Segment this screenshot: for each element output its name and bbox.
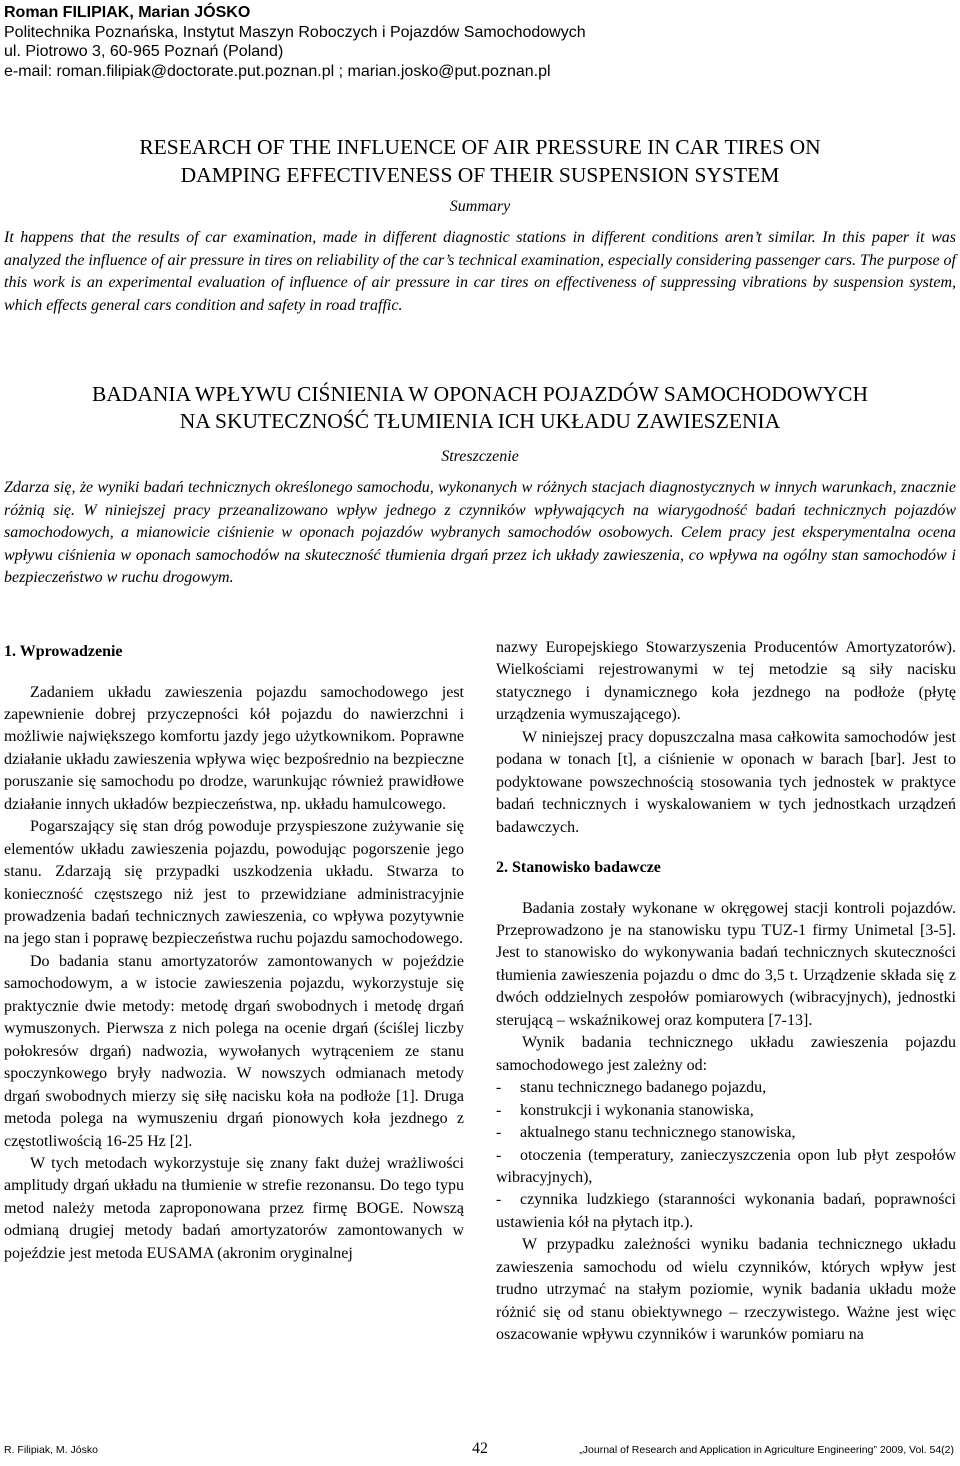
paragraph: Pogarszający się stan dróg powoduje przyspieszone zużywanie się elementów układu zawieszenia pojazdu, powodując pogorszenie jego stanu. Zdarzają się przypadki uszkodzenia układu. Stwarza to konieczność częstszego niż jest to przewidziane administracyjnie prowadzenia badań technicznych zawieszenia, co wpływa pozytywnie na jego stan i poprawę bezpieczeństwa ruchu pojazdu samochodowego. (4, 818, 464, 948)
page-number: 42 (472, 1440, 488, 1457)
list-item: - czynnika ludzkiego (staranności wykonania badań, poprawności ustawienia kół na płytach itp.). (496, 1191, 956, 1231)
list-item: - aktualnego stanu technicznego stanowiska, (496, 1124, 796, 1142)
paragraph: Zadaniem układu zawieszenia pojazdu samochodowego jest zapewnienie dobrej przyczepności kół pojazdu do nawierzchni i możliwie największego komfortu jazdy jego użytkownikom. Poprawne działanie układu zawieszenia wpływa więc bezpośrednio na bezpieczne poruszanie się samochodu po drodze, warunkując również prawidłowe działanie innych układów bezpieczeństwa, np. układu hamulcowego. (4, 683, 464, 813)
authors: Roman FILIPIAK, Marian JÓSKO (4, 4, 251, 21)
streszczenie-heading: Streszczenie (441, 448, 519, 465)
polish-title-line-2: NA SKUTECZNOŚĆ TŁUMIENIA ICH UKŁADU ZAWIESZENIA (179, 409, 781, 433)
polish-title (0, 381, 960, 435)
english-title-line-2: DAMPING EFFECTIVENESS OF THEIR SUSPENSION SYSTEM (180, 163, 780, 187)
list-item: - konstrukcji i wykonania stanowiska, (496, 1101, 754, 1119)
footer-author: R. Filipiak, M. Jósko (4, 1444, 98, 1456)
paragraph: W niniejszej pracy dopuszczalna masa całkowita samochodów jest podana w tonach [t], a ciśnienie w oponach w barach [bar]. Jest to podyktowane powszechnością stosowania tych jednostek w praktyce badań technicznych i wyskalowaniem w tych jednostkach urządzeń badawczych. (496, 728, 956, 836)
right-column (496, 637, 956, 1347)
left-column (4, 641, 464, 1265)
footer-journal: „Journal of Research and Application in Agriculture Engineering” 2009, Vol. 54(2) (579, 1444, 954, 1456)
list-item: - stanu technicznego badanego pojazdu, (496, 1079, 767, 1097)
paragraph: nazwy Europejskiego Stowarzyszenia Producentów Amortyzatorów). Wielkościami rejestrowanymi w tej metodzie są siły nacisku statycznego i dynamicznego koła jezdnego na podłoże (płytę urządzenia wymuszającego). (496, 639, 956, 724)
summary-heading: Summary (449, 198, 511, 215)
address: ul. Piotrowo 3, 60-965 Poznań (Poland) (4, 43, 284, 60)
polish-title-line-1: BADANIA WPŁYWU CIŚNIENIA W OPONACH POJAZDÓW SAMOCHODOWYCH (91, 382, 868, 406)
english-title (0, 133, 960, 189)
paragraph: Wynik badania technicznego układu zawieszenia pojazdu samochodowego jest zależny od: (496, 1034, 956, 1074)
section-2-heading: 2. Stanowisko badawcze (496, 859, 661, 877)
streszczenie-text: Zdarza się, że wyniki badań technicznych określonego samochodu, wykonanych w różnych stacjach diagnostycznych w innych warunkach, znacznie różnią się. W niniejszej pracy przeanalizowano wpływ jednego z czynników wpływających na wiarygodność badań technicznych pojazdów samochodowych, a mianowicie ciśnienie w oponach pojazdów wybranych samochodów osobowych. Celem pracy jest eksperymentalna ocena wpływu ciśnienia w oponach samochodów na skuteczność tłumienia drgań przez ich układy zawieszenia, co wpływa na ogólny stan samochodów i bezpieczeństwo w ruchu drogowym. (4, 479, 956, 586)
paragraph: Do badania stanu amortyzatorów zamontowanych w pojeździe samochodowym, a w istocie zawieszenia pojazdu, wykorzystuje się praktycznie dwie metody: metodę drgań swobodnych i metodę drgań wymuszonych. Pierwsza z nich polega na ocenie drgań (ściślej liczby połokresów drgań) nadwozia, wywołanych wytrąceniem ze stanu spoczynkowego bryły nadwozia. W nowszych odmianach metody drgań swobodnych mierzy się siłę nacisku koła na podłoże [1]. Druga metoda polega na wymuszeniu drgań pionowych koła jezdnego z częstotliwością 16-25 Hz [2]. (4, 952, 464, 1150)
affiliation: Politechnika Poznańska, Instytut Maszyn Roboczych i Pojazdów Samochodowych (4, 23, 586, 41)
author-block (4, 3, 954, 81)
paragraph: W przypadku zależności wyniku badania technicznego układu zawieszenia samochodu od wielu czynników, których wpływ jest trudno utrzymać na stałym poziomie, wynik badania układu może różnić się od stanu obiektywnego – rzeczywistego. Ważne jest więc oszacowanie wpływu czynników i warunków pomiaru na (496, 1236, 956, 1344)
page-footer (0, 1440, 960, 1466)
email: e-mail: roman.filipiak@doctorate.put.poznan.pl ; marian.josko@put.poznan.pl (4, 62, 551, 80)
list-item: - otoczenia (temperatury, zanieczyszczenia opon lub płyt zespołów wibracyjnych), (496, 1146, 956, 1187)
english-title-line-1: RESEARCH OF THE INFLUENCE OF AIR PRESSURE IN CAR TIRES ON (139, 135, 821, 159)
summary-text: It happens that the results of car examination, made in different diagnostic stations in different conditions aren’t similar. In this paper it was analyzed the influence of air pressure in tires on reliability of the car’s technical examination, especially considering passenger cars. The purpose of this work is an experimental evaluation of influence of air pressure in car tires on effectiveness of suppressing vibrations by suspension system, which effects general cars condition and safety in road traffic. (4, 229, 956, 314)
factor-list (496, 1077, 956, 1234)
paragraph: Badania zostały wykonane w okręgowej stacji kontroli pojazdów. Przeprowadzono je na stanowisku typu TUZ-1 firmy Unimetal [3-5]. Jest to stanowisko do wykonywania badań technicznych skuteczności tłumienia zawieszenia pojazdu o dmc do 3,5 t. Urządzenie składa się z dwóch oddzielnych zespołów pomiarowych (wibracyjnych), jednostki sterującą – wskaźnikowej oraz komputera [7-13]. (496, 899, 956, 1029)
section-1-heading: 1. Wprowadzenie (4, 643, 123, 660)
paragraph: W tych metodach wykorzystuje się znany fakt dużej wrażliwości amplitudy drgań układu na tłumienie w strefie rezonansu. Do tego typu metod należy metoda zaproponowana przez firmę BOGE. Nowszą odmianą drugiej metody badań amortyzatorów zamontowanych w pojeździe jest metoda EUSAMA (akronim oryginalnej (4, 1155, 464, 1262)
